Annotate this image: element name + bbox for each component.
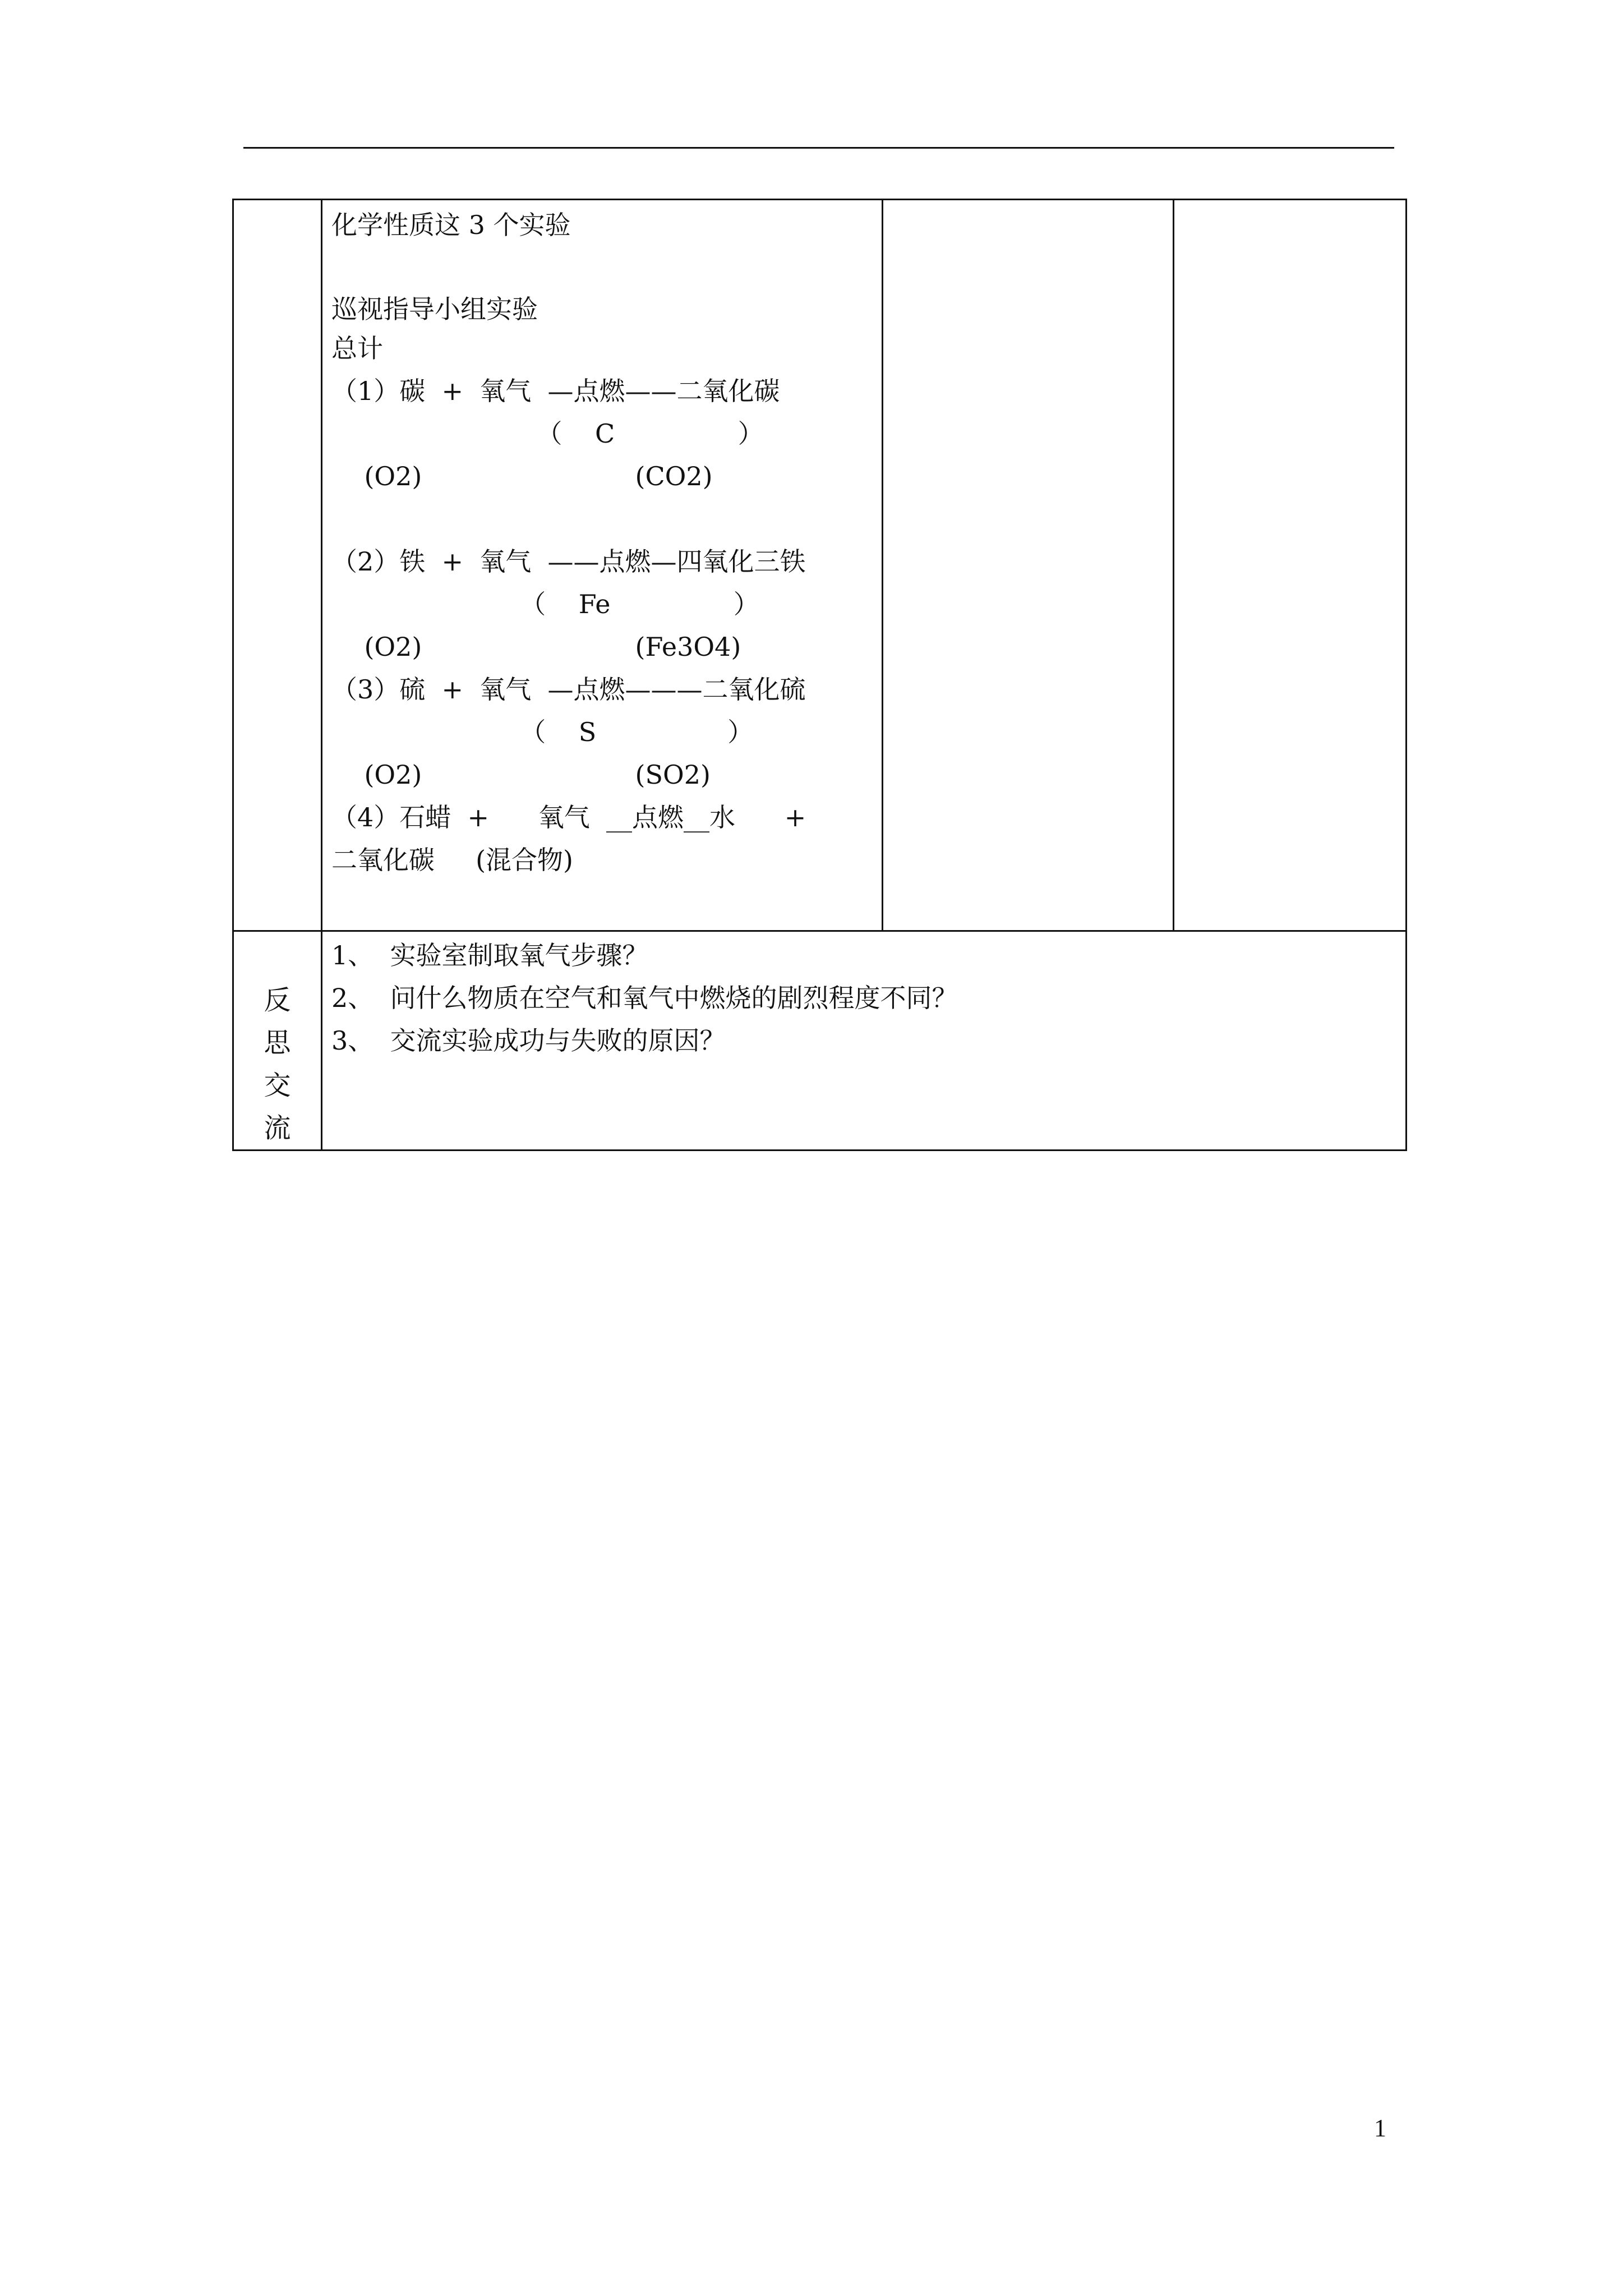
line-wax-products: 二氧化碳 (混合物) [331, 845, 574, 875]
line-wax-reaction: （4）石蜡 + 氧气 __点燃__水 + [331, 802, 806, 832]
header-rule [243, 147, 1394, 149]
row-label-cell-empty [233, 200, 322, 931]
line-patrol-guidance: 巡视指导小组实验 [331, 294, 538, 324]
line-summary-heading: 总计 [331, 333, 383, 364]
reflection-label-char: 反 [264, 984, 291, 1016]
table-row-reflection [233, 931, 1407, 1151]
teacher-activity-cell [322, 200, 883, 931]
reflection-item: 3、 交流实验成功与失败的原因？ [331, 1025, 726, 1056]
reflection-label-char: 思 [264, 1027, 291, 1059]
student-activity-cell [883, 200, 1174, 931]
table-row-procedure [233, 200, 1407, 931]
page-number: 1 [1374, 2114, 1386, 2142]
reflection-label-char: 流 [264, 1112, 291, 1144]
line-sulfur-formula: （ S ） [331, 717, 754, 747]
lesson-table [232, 199, 1407, 1151]
line-sulfur-reaction: （3）硫 + 氧气 —点燃———二氧化硫 [331, 674, 806, 705]
reflection-label-char: 交 [264, 1070, 291, 1101]
line-carbon-formula-sub: (O2) (CO2) [331, 461, 713, 491]
line-iron-reaction: （2）铁 + 氧气 ——点燃—四氧化三铁 [331, 546, 806, 577]
line-iron-formula-sub: (O2) (Fe3O4) [331, 632, 741, 662]
reflection-item: 1、 实验室制取氧气步骤？ [331, 940, 648, 970]
reflection-label-cell [233, 931, 322, 1151]
design-intent-cell [1174, 200, 1407, 931]
line-carbon-reaction: （1）碳 + 氧气 —点燃——二氧化碳 [331, 376, 780, 406]
reflection-content-cell [322, 931, 1407, 1151]
line-experiment-intro: 化学性质这 3 个实验 [331, 210, 571, 240]
reflection-label [234, 932, 321, 1149]
line-iron-formula: （ Fe ） [331, 589, 759, 619]
line-sulfur-formula-sub: (O2) (SO2) [331, 760, 711, 790]
reflection-item: 2、 问什么物质在空气和氧气中燃烧的剧烈程度不同？ [331, 983, 958, 1013]
line-carbon-formula: （ C ） [331, 418, 764, 449]
